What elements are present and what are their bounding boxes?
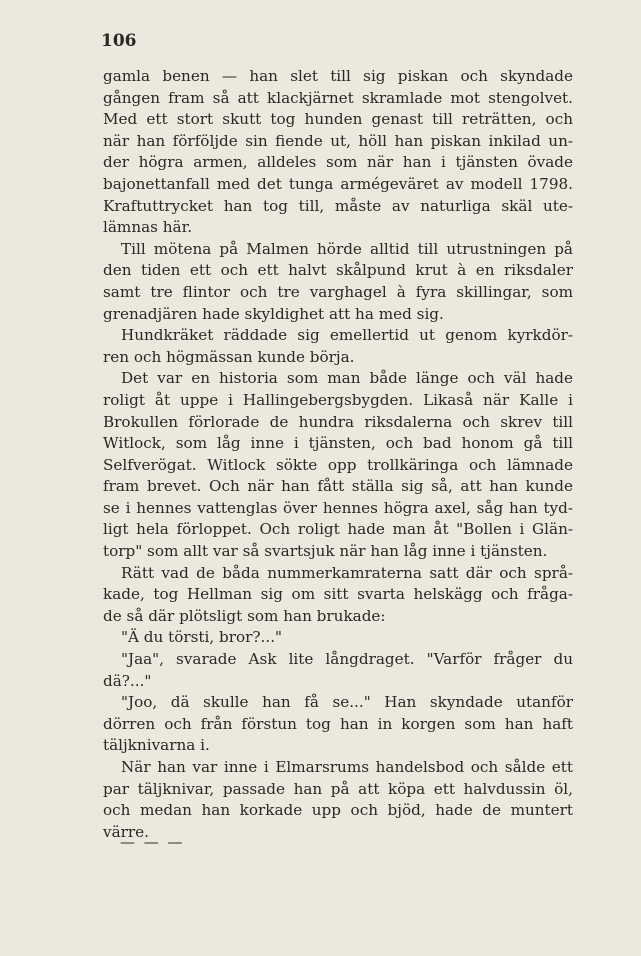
text-line: fram brevet. Och när han fått ställa sig så, att han kunde (103, 477, 573, 496)
text-line: Det var en historia som man både länge och väl hade (121, 369, 573, 388)
text-line: Till mötena på Malmen hörde alltid till utrustningen på (121, 239, 573, 258)
text-line: "Ä du törsti, bror?..." (121, 628, 283, 647)
text-line: När han var inne i Elmarsrums handelsbod och sålde ett (121, 758, 573, 776)
text-line: Med ett stort skutt tog hunden genast till reträtten, och (103, 110, 573, 129)
section-end-dashes: — — — (120, 833, 185, 851)
text-line: kade, tog Hellman sig om sitt svarta helskägg och fråga- (103, 585, 573, 604)
text-line: se i hennes vattenglas över hennes högra axel, såg han tyd- (103, 498, 573, 517)
text-line: der högra armen, alldeles som när han i tjänsten övade (103, 153, 573, 172)
text-line: ligt hela förloppet. Och roligt hade man åt "Bollen i Glän- (103, 520, 573, 539)
text-line: roligt åt uppe i Hallingebergsbygden. Likaså när Kalle i (103, 390, 573, 409)
text-line: ren och högmässan kunde börja. (103, 347, 355, 366)
text-line: Brokullen förlorade de hundra riksdalerna och skrev till (103, 412, 573, 431)
text-line: Witlock, som låg inne i tjänsten, och bad honom gå till (103, 434, 573, 453)
text-line: lämnas här. (103, 218, 193, 237)
body-text (103, 66, 573, 843)
text-line: dä?..." (103, 671, 152, 690)
text-line: täljknivarna i. (103, 736, 210, 755)
text-line: torp" som allt var så svartsjuk när han låg inne i tjänsten. (103, 542, 548, 561)
text-line: samt tre flintor och tre varghagel à fyra skillingar, som (103, 282, 573, 301)
text-line: "Joo, dä skulle han få se..." Han skyndade utanför (121, 693, 573, 712)
page-number: 106 (101, 31, 137, 51)
text-line: grenadjären hade skyldighet att ha med sig. (103, 304, 444, 323)
text-line: Selfverögat. Witlock sökte opp trollkäringa och lämnade (103, 455, 573, 474)
text-line: värre. (103, 822, 149, 841)
text-line: gången fram så att klackjärnet skramlade mot stengolvet. (103, 88, 573, 107)
text-line: bajonettanfall med det tunga armégeväret av modell 1798. (103, 174, 573, 193)
text-line: Kraftuttrycket han tog till, måste av naturliga skäl ute- (103, 196, 573, 215)
text-line: Hundkräket räddade sig emellertid ut genom kyrkdör- (121, 326, 573, 345)
text-line: när han förföljde sin fiende ut, höll han piskan inkilad un- (103, 131, 573, 150)
text-line: den tiden ett och ett halvt skålpund krut à en riksdaler (103, 261, 573, 280)
text-line: "Jaa", svarade Ask lite långdraget. "Varför fråger du (121, 650, 573, 669)
text-line: par täljknivar, passade han på att köpa ett halvdussin öl, (103, 779, 573, 798)
text-line: Rätt vad de båda nummerkamraterna satt där och språ- (121, 563, 573, 582)
text-line: de så där plötsligt som han brukade: (103, 606, 386, 625)
text-line: dörren och från förstun tog han in korgen som han haft (103, 714, 573, 733)
text-line: gamla benen — han slet till sig piskan och skyndade (103, 67, 573, 85)
text-line: och medan han korkade upp och bjöd, hade de muntert (103, 801, 573, 820)
